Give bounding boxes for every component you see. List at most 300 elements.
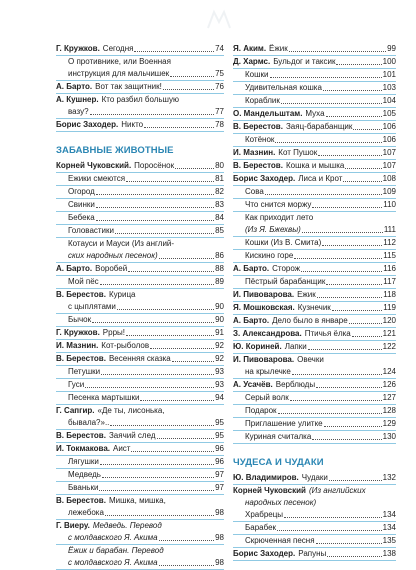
- toc-entry-page: 122: [382, 342, 396, 351]
- toc-entry-page: 106: [382, 122, 396, 131]
- toc-entry[interactable]: [56, 212, 224, 225]
- toc-entry[interactable]: [56, 456, 224, 469]
- toc-leader-dots: [353, 128, 381, 130]
- toc-entry[interactable]: [56, 56, 224, 68]
- toc-entry[interactable]: [56, 106, 224, 119]
- toc-entry-page: 103: [382, 83, 396, 92]
- toc-entry-page: 108: [382, 174, 396, 183]
- toc-leader-dots: [92, 321, 214, 323]
- toc-entry-title: Никто: [121, 120, 144, 129]
- toc-leader-dots: [99, 489, 214, 491]
- toc-entry-title: Бваньки: [68, 483, 99, 492]
- toc-entry-page: 118: [383, 290, 396, 299]
- toc-entry[interactable]: [233, 354, 396, 366]
- section-title-wonders: ЧУДЕСА И ЧУДАКИ: [233, 457, 324, 468]
- toc-leader-dots: [126, 334, 214, 336]
- toc-leader-dots: [324, 425, 382, 427]
- toc-entry[interactable]: [233, 250, 396, 263]
- toc-entry[interactable]: [56, 43, 224, 56]
- toc-entry-page: 116: [383, 264, 396, 273]
- toc-entry-page: 76: [215, 82, 224, 91]
- toc-entry[interactable]: [56, 469, 224, 482]
- toc-entry[interactable]: [56, 405, 224, 417]
- toc-entry-title: Курица: [108, 290, 136, 299]
- toc-leader-dots: [322, 244, 382, 246]
- toc-entry-author: Г. Кружков.: [56, 44, 100, 53]
- toc-entry-page: 98: [215, 533, 224, 542]
- toc-leader-dots: [96, 219, 214, 221]
- toc-entry[interactable]: [233, 418, 396, 431]
- toc-leader-dots: [100, 463, 214, 465]
- toc-entry[interactable]: [233, 328, 396, 341]
- toc-entry-page: 134: [382, 510, 396, 519]
- toc-leader-dots: [345, 167, 381, 169]
- toc-entry[interactable]: [233, 315, 396, 328]
- toc-entry-title: Кошка и мышка: [285, 161, 345, 170]
- toc-entry-page: 138: [382, 549, 396, 558]
- toc-entry-page: 81: [215, 174, 224, 183]
- toc-entry[interactable]: [56, 68, 224, 81]
- toc-leader-dots: [175, 167, 214, 169]
- toc-entry-page: 77: [215, 107, 224, 116]
- toc-entry-title: Что снится моржу: [245, 200, 312, 209]
- toc-entry-author: Г. Кружков.: [56, 328, 100, 337]
- toc-entry-title: инструкция для мальчишек: [68, 69, 170, 78]
- toc-entry[interactable]: [233, 276, 396, 289]
- toc-entry[interactable]: [233, 121, 396, 134]
- toc-entry[interactable]: [233, 405, 396, 418]
- toc-leader-dots: [105, 514, 214, 516]
- toc-leader-dots: [352, 335, 382, 337]
- toc-entry[interactable]: [56, 119, 224, 132]
- toc-entry-title: на крылечке: [245, 367, 291, 376]
- toc-entry-author: Г. Сапгир.: [56, 406, 95, 415]
- toc-leader-dots: [336, 63, 381, 65]
- toc-entry-page: 83: [215, 200, 224, 209]
- toc-entry[interactable]: [56, 301, 224, 314]
- toc-entry[interactable]: [233, 535, 396, 548]
- toc-entry[interactable]: [56, 507, 224, 520]
- toc-entry-page: 88: [215, 264, 224, 273]
- toc-entry-title: Заячий след: [108, 431, 156, 440]
- toc-leader-dots: [159, 564, 215, 566]
- toc-entry-author: З. Александрова.: [233, 329, 302, 338]
- toc-entry[interactable]: [233, 302, 396, 315]
- toc-entry-page: 126: [382, 380, 396, 389]
- toc-left-group-1: [56, 43, 224, 132]
- toc-leader-dots: [157, 437, 215, 439]
- toc-entry-page: 95: [215, 418, 224, 427]
- toc-entry[interactable]: [56, 81, 224, 94]
- toc-entry[interactable]: [233, 497, 396, 509]
- toc-entry-title: Овечки: [297, 355, 324, 364]
- toc-leader-dots: [140, 399, 214, 401]
- toc-entry-author: А. Барто.: [56, 264, 93, 273]
- toc-entry-page: 85: [215, 226, 224, 235]
- toc-leader-dots: [159, 539, 215, 541]
- toc-entry-title: (Из английских: [308, 486, 366, 495]
- toc-entry-title: Кузнечик: [297, 303, 331, 312]
- toc-entry-page: 101: [382, 70, 396, 79]
- toc-entry-page: 106: [382, 135, 396, 144]
- toc-entry[interactable]: [233, 212, 396, 224]
- toc-entry-author: Г. Виеру.: [56, 521, 90, 530]
- toc-entry[interactable]: [56, 353, 224, 366]
- toc-entry-title: народных песенок): [245, 498, 317, 507]
- toc-entry-author: В. Берестов.: [233, 161, 283, 170]
- toc-leader-dots: [290, 399, 382, 401]
- toc-entry[interactable]: [56, 238, 224, 250]
- toc-entry-title: Ежики смеются: [68, 174, 126, 183]
- toc-entry-page: 92: [215, 341, 224, 350]
- toc-entry[interactable]: [56, 289, 224, 301]
- decorative-mark-icon: [206, 8, 232, 30]
- toc-leader-dots: [170, 75, 214, 77]
- toc-entry-title: вазу?: [68, 107, 89, 116]
- toc-entry[interactable]: [233, 485, 396, 497]
- toc-entry-title: Сторож: [272, 264, 301, 273]
- toc-entry-title: Пёстрый барабанщик: [245, 277, 326, 286]
- toc-entry-title: Котауси и Мауси (Из англий-: [68, 239, 175, 248]
- toc-leader-dots: [294, 257, 382, 259]
- toc-entry[interactable]: [56, 263, 224, 276]
- toc-leader-dots: [100, 283, 214, 285]
- toc-entry[interactable]: [56, 532, 224, 545]
- toc-entry-title: Скрюченная песня: [245, 536, 315, 545]
- toc-entry[interactable]: [233, 263, 396, 276]
- toc-entry-author: А. Барто.: [233, 264, 270, 273]
- toc-entry-title: Воробей: [95, 264, 128, 273]
- toc-leader-dots: [317, 296, 382, 298]
- toc-entry[interactable]: [233, 509, 396, 522]
- toc-entry[interactable]: [56, 276, 224, 289]
- toc-entry[interactable]: [233, 472, 396, 485]
- toc-entry[interactable]: [56, 340, 224, 353]
- toc-entry-author: Ю. Кориней.: [233, 342, 282, 351]
- toc-leader-dots: [316, 386, 382, 388]
- toc-leader-dots: [101, 373, 214, 375]
- toc-entry-title: Головастики: [68, 226, 114, 235]
- toc-leader-dots: [163, 88, 214, 90]
- toc-entry[interactable]: [233, 199, 396, 212]
- toc-leader-dots: [117, 308, 214, 310]
- toc-entry-title: Мой пёс: [68, 277, 99, 286]
- toc-left-column: [56, 43, 224, 570]
- toc-entry-title: с цыплятами: [68, 302, 116, 311]
- toc-entry-page: 105: [382, 109, 396, 118]
- toc-entry-page: 90: [215, 315, 224, 324]
- toc-leader-dots: [323, 89, 382, 91]
- toc-entry-page: 127: [382, 393, 396, 402]
- toc-entry-title: Бебека: [68, 213, 95, 222]
- toc-entry-author: И. Мазнин.: [233, 148, 276, 157]
- toc-leader-dots: [312, 206, 382, 208]
- toc-entry[interactable]: [233, 82, 396, 95]
- toc-entry-page: 115: [383, 251, 396, 260]
- toc-entry-title: Котёнок: [245, 135, 275, 144]
- toc-entry-page: 112: [383, 238, 396, 247]
- toc-leader-dots: [110, 424, 214, 426]
- toc-entry[interactable]: [233, 95, 396, 108]
- toc-leader-dots: [281, 102, 382, 104]
- toc-entry-page: 91: [215, 328, 224, 337]
- toc-entry-title: (Из Я. Бжехвы): [245, 225, 301, 234]
- toc-entry-title: Куриная считалка: [245, 432, 312, 441]
- toc-entry-title: Рапуны: [298, 549, 327, 558]
- toc-entry-page: 96: [215, 444, 224, 453]
- toc-entry-title: Как приходит лето: [245, 213, 314, 222]
- toc-entry-author: Я. Аким.: [233, 44, 267, 53]
- toc-entry-title: Мишка, мишка,: [108, 496, 166, 505]
- toc-entry-title: ских народных песенок): [68, 251, 158, 260]
- toc-entry[interactable]: [56, 430, 224, 443]
- toc-entry-page: 94: [215, 393, 224, 402]
- toc-entry-page: 132: [382, 473, 396, 482]
- toc-entry-page: 95: [215, 431, 224, 440]
- toc-entry-page: 109: [382, 187, 396, 196]
- toc-leader-dots: [302, 231, 383, 233]
- toc-entry[interactable]: [56, 366, 224, 379]
- toc-leader-dots: [292, 373, 382, 375]
- toc-entry-title: Весенняя сказка: [108, 354, 171, 363]
- toc-entry[interactable]: [233, 224, 396, 237]
- toc-entry-author: О. Мандельштам.: [233, 109, 303, 118]
- toc-entry-page: 97: [215, 470, 224, 479]
- toc-entry-author: А. Барто.: [233, 316, 270, 325]
- toc-entry-title: Птичья ёлка: [304, 329, 351, 338]
- toc-entry-page: 75: [215, 69, 224, 78]
- toc-leader-dots: [289, 50, 386, 52]
- toc-entry[interactable]: [233, 341, 396, 354]
- toc-entry-page: 80: [215, 161, 224, 170]
- toc-leader-dots: [96, 193, 214, 195]
- toc-entry-title: Свинки: [68, 200, 95, 209]
- toc-leader-dots: [284, 516, 382, 518]
- toc-entry-author: Корней Чуковский: [233, 486, 306, 495]
- toc-entry[interactable]: [233, 160, 396, 173]
- toc-entry-page: 119: [383, 303, 396, 312]
- toc-entry[interactable]: [56, 379, 224, 392]
- toc-entry[interactable]: [56, 94, 224, 106]
- toc-entry-title: Муха: [305, 109, 325, 118]
- toc-entry[interactable]: [56, 160, 224, 173]
- toc-entry-author: Д. Хармс.: [233, 57, 271, 66]
- toc-entry-page: 99: [387, 44, 396, 53]
- toc-entry-page: 107: [382, 161, 396, 170]
- toc-entry[interactable]: [56, 327, 224, 340]
- toc-entry-title: Кискино горе: [245, 251, 294, 260]
- toc-leader-dots: [343, 180, 381, 182]
- toc-entry-page: 98: [215, 558, 224, 567]
- toc-entry-title: Медведь: [68, 470, 101, 479]
- toc-leader-dots: [308, 348, 382, 350]
- toc-entry-title: Удивительная кошка: [245, 83, 322, 92]
- toc-right-group-2: [233, 472, 396, 561]
- toc-entry-author: А. Кушнер.: [56, 95, 99, 104]
- toc-entry-author: А. Барто.: [56, 82, 93, 91]
- toc-leader-dots: [115, 232, 214, 234]
- toc-right-column: [233, 43, 396, 561]
- toc-leader-dots: [327, 555, 381, 557]
- toc-entry-title: Чудаки: [301, 473, 328, 482]
- toc-entry[interactable]: [56, 545, 224, 557]
- toc-entry-page: 84: [215, 213, 224, 222]
- toc-entry-author: И. Пивоварова.: [233, 355, 295, 364]
- toc-entry-title: с молдавского Я. Акима: [68, 533, 158, 542]
- toc-entry-title: Лягушки: [68, 457, 99, 466]
- toc-entry-title: Вот так защитник!: [95, 82, 162, 91]
- toc-entry[interactable]: [233, 186, 396, 199]
- toc-entry-page: 92: [215, 354, 224, 363]
- toc-entry-author: Борис Заходер.: [56, 120, 119, 129]
- toc-entry-page: 100: [382, 57, 396, 66]
- toc-entry-author: И. Пивоварова.: [233, 290, 295, 299]
- toc-entry-title: лежебока: [68, 508, 104, 517]
- toc-entry-page: 124: [382, 367, 396, 376]
- toc-entry-page: 111: [383, 225, 396, 234]
- toc-leader-dots: [329, 479, 382, 481]
- toc-leader-dots: [128, 270, 214, 272]
- toc-entry-page: 129: [382, 419, 396, 428]
- toc-entry[interactable]: [56, 314, 224, 327]
- toc-leader-dots: [144, 126, 214, 128]
- toc-entry-author: В. Берестов.: [56, 431, 106, 440]
- toc-entry-author: В. Берестов.: [56, 354, 106, 363]
- toc-entry-page: 128: [382, 406, 396, 415]
- toc-entry[interactable]: [233, 56, 396, 69]
- toc-leader-dots: [265, 193, 382, 195]
- toc-entry-title: Кто разбил большую: [101, 95, 179, 104]
- toc-entry-title: Бульдог и таксик: [273, 57, 336, 66]
- toc-leader-dots: [159, 257, 214, 259]
- toc-leader-dots: [126, 180, 214, 182]
- toc-right-group-1: [233, 43, 396, 444]
- toc-leader-dots: [326, 283, 382, 285]
- toc-entry-page: 86: [215, 251, 224, 260]
- toc-leader-dots: [90, 113, 215, 115]
- toc-entry-title: Кошки (Из В. Смита): [245, 238, 322, 247]
- toc-entry-title: Храбрецы: [245, 510, 284, 519]
- toc-leader-dots: [326, 115, 382, 117]
- toc-entry[interactable]: [233, 108, 396, 121]
- toc-entry-page: 89: [215, 277, 224, 286]
- toc-entry-page: 82: [215, 187, 224, 196]
- toc-entry-page: 130: [382, 432, 396, 441]
- toc-entry-page: 110: [383, 200, 396, 209]
- toc-entry-title: Поросёнок: [134, 161, 175, 170]
- toc-entry[interactable]: [233, 147, 396, 160]
- toc-entry-title: Лапки: [284, 342, 307, 351]
- toc-entry[interactable]: [56, 199, 224, 212]
- toc-entry-title: Верблюды: [275, 380, 316, 389]
- toc-entry-author: В. Берестов.: [233, 122, 283, 131]
- toc-entry[interactable]: [233, 69, 396, 82]
- toc-entry-page: 120: [382, 316, 396, 325]
- toc-entry-page: 78: [215, 120, 224, 129]
- toc-entry[interactable]: [233, 134, 396, 147]
- toc-entry-page: 90: [215, 302, 224, 311]
- toc-entry-title: Заяц-барабанщик: [285, 122, 353, 131]
- toc-entry-page: 107: [382, 148, 396, 157]
- toc-entry-title: Сегодня: [102, 44, 134, 53]
- toc-entry-title: Приглашение улитке: [245, 419, 323, 428]
- toc-entry-page: 93: [215, 367, 224, 376]
- toc-entry[interactable]: [56, 250, 224, 263]
- toc-entry-page: 104: [382, 96, 396, 105]
- toc-entry[interactable]: [233, 379, 396, 392]
- toc-entry-title: Кот-рыболов: [101, 341, 150, 350]
- toc-leader-dots: [332, 309, 382, 311]
- toc-entry-title: Бычок: [68, 315, 92, 324]
- toc-entry-title: Сова: [245, 187, 264, 196]
- toc-entry[interactable]: [56, 482, 224, 495]
- toc-entry-page: 121: [382, 329, 396, 338]
- toc-entry-title: Кошки: [245, 70, 269, 79]
- toc-entry-author: Ю. Владимиров.: [233, 473, 299, 482]
- toc-entry-title: О противнике, или Военная: [68, 57, 171, 66]
- toc-entry-author: И. Мазнин.: [56, 341, 99, 350]
- toc-entry-title: бывала?»..: [68, 418, 110, 427]
- toc-entry[interactable]: [56, 186, 224, 199]
- toc-entry[interactable]: [233, 289, 396, 302]
- toc-entry-title: Медведь. Перевод: [92, 521, 162, 530]
- toc-entry-page: 134: [382, 523, 396, 532]
- toc-entry[interactable]: [56, 173, 224, 186]
- toc-entry-author: Корней Чуковский.: [56, 161, 132, 170]
- toc-entry[interactable]: [233, 366, 396, 379]
- toc-entry[interactable]: [56, 495, 224, 507]
- toc-entry[interactable]: [56, 225, 224, 238]
- toc-entry[interactable]: [233, 173, 396, 186]
- toc-entry[interactable]: [56, 557, 224, 570]
- toc-entry[interactable]: [56, 443, 224, 456]
- toc-leader-dots: [131, 450, 214, 452]
- toc-entry-title: Подарок: [245, 406, 277, 415]
- toc-entry-author: А. Усачёв.: [233, 380, 273, 389]
- toc-entry-title: Песенка мартышки: [68, 393, 140, 402]
- toc-left-group-2: [56, 160, 224, 570]
- toc-entry-title: Ррры!: [102, 328, 126, 337]
- toc-entry[interactable]: [233, 522, 396, 535]
- toc-entry[interactable]: [56, 417, 224, 430]
- toc-entry-title: Серый волк: [245, 393, 289, 402]
- toc-entry-author: В. Берестов.: [56, 290, 106, 299]
- toc-leader-dots: [85, 386, 214, 388]
- toc-leader-dots: [278, 412, 382, 414]
- toc-entry-title: Петушки: [68, 367, 101, 376]
- toc-leader-dots: [318, 154, 381, 156]
- toc-entry-page: 117: [383, 277, 396, 286]
- toc-leader-dots: [172, 360, 214, 362]
- toc-entry-author: Борис Заходер.: [233, 174, 296, 183]
- toc-leader-dots: [312, 438, 381, 440]
- toc-entry-title: Дело было в январе: [272, 316, 348, 325]
- toc-entry[interactable]: [56, 392, 224, 405]
- toc-leader-dots: [349, 322, 382, 324]
- toc-entry-title: Барабек: [245, 523, 277, 532]
- toc-entry[interactable]: [233, 392, 396, 405]
- toc-entry[interactable]: [233, 43, 396, 56]
- toc-entry-title: Гуси: [68, 380, 85, 389]
- toc-entry-title: Аист: [113, 444, 131, 453]
- toc-leader-dots: [301, 270, 382, 272]
- toc-entry[interactable]: [233, 237, 396, 250]
- toc-entry-page: 97: [215, 483, 224, 492]
- toc-leader-dots: [270, 76, 382, 78]
- toc-entry-title: Огород: [68, 187, 95, 196]
- toc-entry[interactable]: [56, 520, 224, 532]
- toc-entry[interactable]: [233, 431, 396, 444]
